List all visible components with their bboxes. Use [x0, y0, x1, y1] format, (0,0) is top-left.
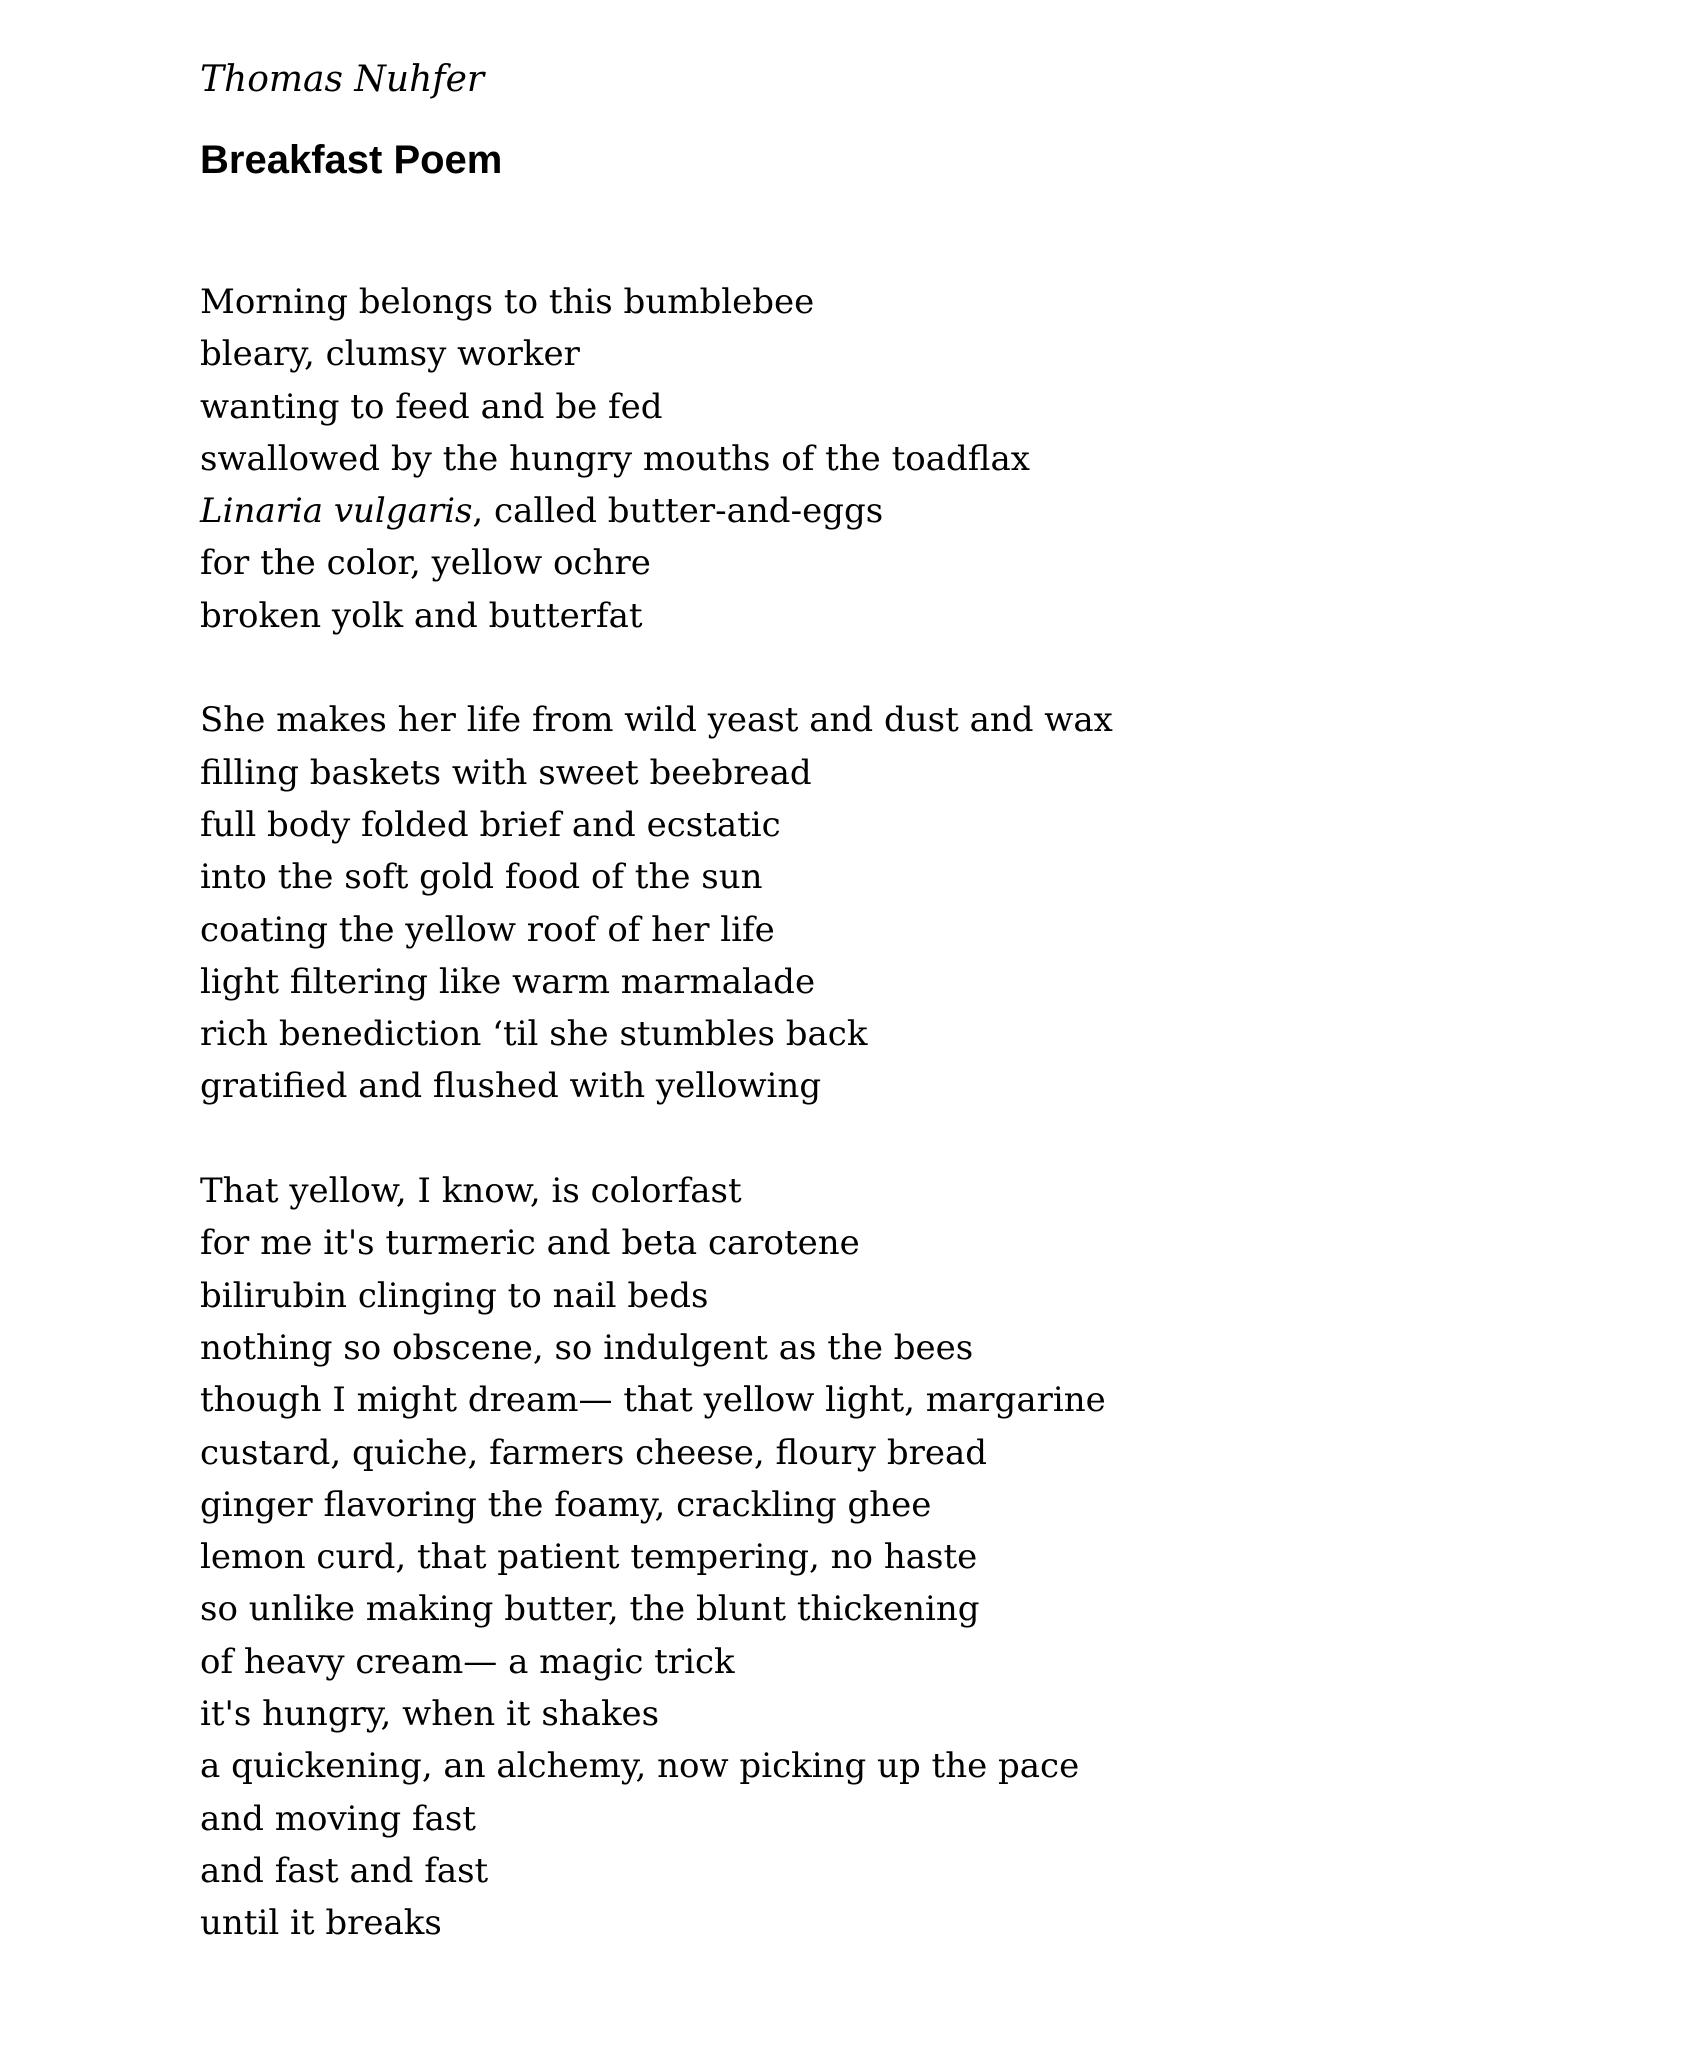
poem-title: Breakfast Poem [200, 138, 503, 182]
poem-line: rich benediction ‘til she stumbles back [200, 1014, 868, 1055]
poem-line [200, 485, 1113, 537]
poem-line: ginger flavoring the foamy, crackling ghee [200, 1484, 932, 1525]
poem-line: until it breaks [200, 1903, 442, 1944]
poem-line: wanting to feed and be fed [200, 386, 663, 427]
poem-line: Morning belongs to this bumblebee [200, 282, 815, 322]
poem-line: That yellow, I know, is colorfast [200, 1171, 742, 1212]
poem-line: nothing so obscene, so indulgent as the bees [200, 1327, 974, 1368]
poem-line: so unlike making butter, the blunt thickening [200, 1589, 980, 1630]
poem-line: bleary, clumsy worker [200, 334, 580, 375]
poem-line: and fast and fast [200, 1850, 489, 1891]
poem-line: broken yolk and butterfat [200, 595, 643, 636]
poem-line: She makes her life from wild yeast and dust and wax [200, 700, 1113, 741]
poem-line: for me it's turmeric and beta carotene [200, 1223, 860, 1264]
poem-line: bilirubin clinging to nail beds [200, 1275, 709, 1316]
poem-line: of heavy cream— a magic trick [200, 1641, 735, 1682]
poem-line: swallowed by the hungry mouths of the toadflax [200, 438, 1030, 479]
poem-line: coating the yellow roof of her life [200, 909, 775, 950]
poem-line: for the color, yellow ochre [200, 543, 651, 584]
species-name: Linaria vulgaris [200, 491, 473, 532]
poem-line-rest: , called butter-and-eggs [472, 491, 884, 532]
poem-line: full body folded brief and ecstatic [200, 804, 781, 845]
poem-line: it's hungry, when it shakes [200, 1694, 660, 1735]
poem-line: gratified and flushed with yellowing [200, 1066, 822, 1107]
poem-line: a quickening, an alchemy, now picking up the pace [200, 1746, 1080, 1787]
poem-line: though I might dream— that yellow light, margarine [200, 1380, 1106, 1421]
poem-line: light filtering like warm marmalade [200, 961, 816, 1002]
poem-line: into the soft gold food of the sun [200, 857, 763, 898]
poem-body [200, 276, 1113, 1950]
poem-line: filling baskets with sweet beebread [200, 752, 812, 793]
poem-line: custard, quiche, farmers cheese, floury bread [200, 1432, 987, 1473]
author-name: Thomas Nuhfer [200, 59, 485, 100]
stanza-1 [200, 276, 1113, 642]
stanza-2 [200, 694, 1113, 1112]
poem-line: lemon curd, that patient tempering, no haste [200, 1537, 978, 1578]
poem-line: and moving fast [200, 1798, 476, 1839]
stanza-3 [200, 1165, 1113, 1949]
